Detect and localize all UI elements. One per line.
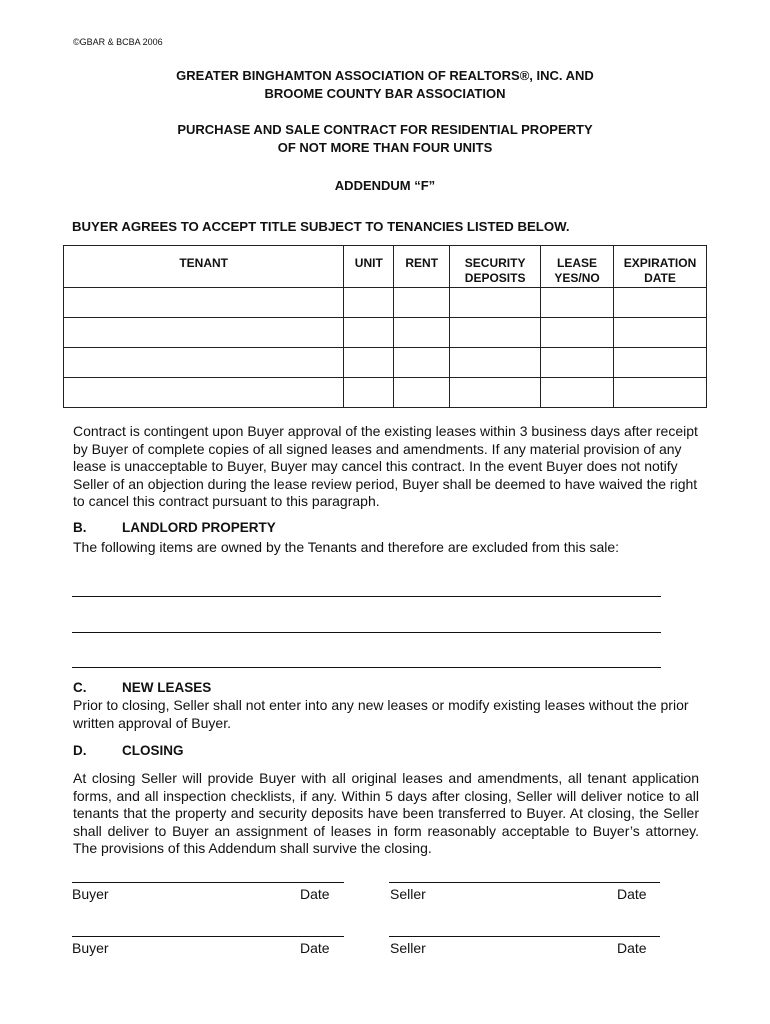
document-title (0, 121, 770, 157)
deposit-cell[interactable] (450, 288, 541, 318)
contingency-paragraph: Contract is contingent upon Buyer approval of the existing leases within 3 business days after receipt by Buyer of complete copies of all signed leases and amendments. If any material provision of any lease is unacceptable to Buyer, Buyer may cancel this contract. In the event Buyer does not notify Seller of an objection during the lease review period, Buyer shall be deemed to have waived the right to cancel this contract pursuant to this paragraph. (73, 423, 698, 510)
tenancy-table (63, 245, 707, 408)
buyer-date-label: Date (300, 886, 330, 902)
organization-header (0, 67, 770, 103)
buyer-label: Buyer (72, 940, 109, 956)
seller-signature-line[interactable] (389, 936, 660, 937)
seller-date-label: Date (617, 886, 647, 902)
org-line-1: GREATER BINGHAMTON ASSOCIATION OF REALTORS®, INC. AND (176, 68, 594, 83)
tenant-cell[interactable] (64, 348, 344, 378)
col-rent: RENT (394, 246, 450, 288)
rent-cell[interactable] (394, 288, 450, 318)
section-b-text: The following items are owned by the Tenants and therefore are excluded from this sale: (73, 539, 620, 555)
section-d-text: At closing Seller will provide Buyer with all original leases and amendments, all tenant application forms, and all inspection checklists, if any. Within 5 days after closing, Seller will deliver notice to all tenants that the property and security deposits have been transferred to Buyer. At closing, the Seller shall deliver to Buyer an assignment of leases in form reasonably acceptable to Buyer’s attorney. The provisions of this Addendum shall survive the closing. (73, 770, 699, 857)
table-row (64, 348, 707, 378)
buyer-signature-line[interactable] (72, 882, 344, 883)
expiration-cell[interactable] (614, 378, 707, 408)
section-d-heading (73, 743, 184, 758)
excluded-items-line[interactable] (72, 596, 661, 597)
tenant-cell[interactable] (64, 378, 344, 408)
excluded-items-line[interactable] (72, 632, 661, 633)
table-row (64, 288, 707, 318)
excluded-items-line[interactable] (72, 667, 661, 668)
rent-cell[interactable] (394, 318, 450, 348)
table-row (64, 318, 707, 348)
buyer-signature-line[interactable] (72, 936, 344, 937)
rent-cell[interactable] (394, 348, 450, 378)
rent-cell[interactable] (394, 378, 450, 408)
section-c-text: Prior to closing, Seller shall not enter into any new leases or modify existing leases without the prior written approval of Buyer. (73, 697, 689, 731)
section-c-letter: C. (73, 680, 87, 695)
lease-cell[interactable] (541, 378, 614, 408)
section-b-heading (73, 520, 276, 535)
deposit-cell[interactable] (450, 318, 541, 348)
col-expiration-date: EXPIRATION DATE (614, 246, 707, 288)
col-lease: LEASE YES/NO (541, 246, 614, 288)
seller-date-label: Date (617, 940, 647, 956)
col-unit: UNIT (344, 246, 394, 288)
seller-signature-line[interactable] (389, 882, 660, 883)
section-c-title: NEW LEASES (122, 680, 212, 695)
col-security-deposits: SECURITY DEPOSITS (450, 246, 541, 288)
addendum-label: ADDENDUM “F” (334, 178, 436, 193)
seller-label: Seller (390, 886, 426, 902)
section-b-title: LANDLORD PROPERTY (122, 520, 276, 535)
section-d-title: CLOSING (122, 743, 184, 758)
unit-cell[interactable] (344, 378, 394, 408)
org-line-2: BROOME COUNTY BAR ASSOCIATION (264, 86, 506, 101)
section-b-letter: B. (73, 520, 87, 535)
expiration-cell[interactable] (614, 318, 707, 348)
table-row (64, 378, 707, 408)
expiration-cell[interactable] (614, 348, 707, 378)
col-tenant: TENANT (64, 246, 344, 288)
tenant-cell[interactable] (64, 288, 344, 318)
seller-label: Seller (390, 940, 426, 956)
deposit-cell[interactable] (450, 378, 541, 408)
copyright-notice: ©GBAR & BCBA 2006 (73, 37, 163, 47)
lease-cell[interactable] (541, 318, 614, 348)
title-line-2: OF NOT MORE THAN FOUR UNITS (277, 140, 493, 155)
lease-cell[interactable] (541, 348, 614, 378)
tenant-cell[interactable] (64, 318, 344, 348)
lease-cell[interactable] (541, 288, 614, 318)
unit-cell[interactable] (344, 318, 394, 348)
unit-cell[interactable] (344, 348, 394, 378)
unit-cell[interactable] (344, 288, 394, 318)
section-d-letter: D. (73, 743, 87, 758)
table-header-row (64, 246, 707, 288)
deposit-cell[interactable] (450, 348, 541, 378)
tenancy-intro: BUYER AGREES TO ACCEPT TITLE SUBJECT TO TENANCIES LISTED BELOW. (72, 219, 570, 234)
title-line-1: PURCHASE AND SALE CONTRACT FOR RESIDENTIAL PROPERTY (177, 122, 593, 137)
buyer-date-label: Date (300, 940, 330, 956)
expiration-cell[interactable] (614, 288, 707, 318)
buyer-label: Buyer (72, 886, 109, 902)
section-c-heading (73, 680, 211, 695)
